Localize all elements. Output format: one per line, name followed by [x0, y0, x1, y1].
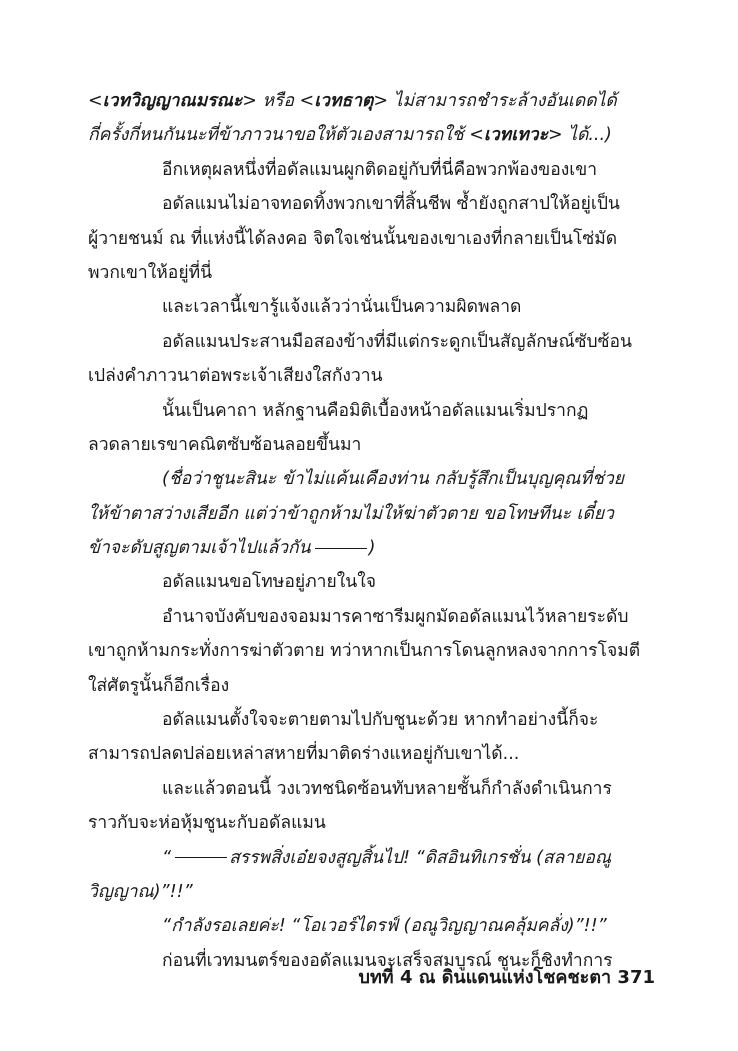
em-dash-line [315, 548, 367, 549]
em-dash-line [175, 857, 227, 858]
text-line: อดัลแมนตั้งใจจะตายตามไปกับชูนะด้วย หากทำอย่างนี้ก็จะ [162, 710, 599, 731]
text-line: ใส่ศัตรูนั้นก็อีกเรื่อง [88, 675, 230, 696]
text-line: พวกเขาให้อยู่ที่นี่ [88, 262, 213, 283]
text-line: สามารถปลดปล่อยเหล่าสหายที่มาติดร่างแหอยู่กับเขาได้... [88, 744, 520, 765]
text-line: นั้นเป็นคาถา หลักฐานคือมิติเบื้องหน้าอดัลแมนเริ่มปรากฏ [162, 400, 589, 421]
text-line: (ชื่อว่าชูนะสินะ ข้าไม่แค้นเคืองท่าน กลับรู้สึกเป็นบุญคุณที่ช่วย [162, 469, 625, 490]
text-span: > หรือ < [242, 91, 315, 111]
text-line [88, 84, 652, 118]
text-span: กี่ครั้งกี่หนกันนะที่ข้าภาวนาขอให้ตัวเองสามารถใช้ < [88, 125, 484, 146]
text-line: เปล่งคำภาวนาต่อพระเจ้าเสียงใสกังวาน [88, 366, 383, 387]
text-span: > ได้...) [547, 125, 612, 146]
text-line: ให้ข้าตาสว่างเสียอีก แต่ว่าข้าถูกห้ามไม่ให้ฆ่าตัวตาย ขอโทษทีนะ เดี๋ยว [88, 503, 614, 524]
spell-name: เวทธาตุ [314, 91, 374, 111]
text-span: > ไม่สามารถชำระล้างอันเดดได้ [373, 91, 617, 111]
text-line [88, 841, 652, 875]
text-line: อดัลแมนขอโทษอยู่ภายในใจ [162, 572, 377, 593]
text-line: และเวลานี้เขารู้แจ้งแล้วว่านั่นเป็นความผิดพลาด [162, 297, 522, 318]
text-line [88, 531, 652, 565]
bracket: < [88, 91, 103, 111]
spell-name: เวทเทวะ [483, 125, 548, 146]
text-line [88, 118, 652, 152]
text-line: วิญญาณ)”!!” [88, 881, 193, 902]
text-line: อดัลแมนประสานมือสองข้างที่มีแต่กระดูกเป็นสัญลักษณ์ซับซ้อน [162, 331, 633, 352]
text-span: สรรพสิ่งเอ๋ยจงสูญสิ้นไป! “ดิสอินทิเกรชั่น (สลายอณู [229, 847, 612, 868]
text-line: และแล้วตอนนี้ วงเวทชนิดซ้อนทับหลายชั้นก็กำลังดำเนินการ [162, 778, 612, 799]
text-line: ลวดลายเรขาคณิตซับซ้อนลอยขึ้นมา [88, 434, 362, 455]
text-line: “กำลังรอเลยค่ะ! “โอเวอร์ไดรฟ์ (อณูวิญญาณคลุ้มคลั่ง)”!!” [162, 916, 607, 937]
spell-name: เวทวิญญาณมรณะ [102, 91, 243, 111]
quote-mark: “ [162, 847, 172, 868]
page-body [88, 84, 652, 978]
text-line: เขาถูกห้ามกระทั่งการฆ่าตัวตาย ทว่าหากเป็นการโดนลูกหลงจากการโจมตี [88, 641, 641, 662]
page-footer: บทที่ 4 ณ ดินแดนแห่งโชคชะตา 371 [358, 967, 655, 988]
text-line: ราวกับจะห่อหุ้มชูนะกับอดัลแมน [88, 813, 326, 834]
text-line: ก่อนที่เวทมนตร์ของอดัลแมนจะเสร็จสมบูรณ์ ชูนะก็ชิงทำการ [162, 950, 613, 971]
text-line: อำนาจบังคับของจอมมารคาซารีมผูกมัดอดัลแมนไว้หลายระดับ [162, 606, 629, 627]
text-span: ) [368, 538, 376, 559]
text-span: ข้าจะดับสูญตามเจ้าไปแล้วกัน [88, 538, 311, 559]
text-line: อีกเหตุผลหนึ่งที่อดัลแมนผูกติดอยู่กับที่นี่คือพวกพ้องของเขา [162, 159, 598, 180]
text-line: อดัลแมนไม่อาจทอดทิ้งพวกเขาที่สิ้นชีพ ซ้ำยังถูกสาปให้อยู่เป็น [162, 194, 620, 215]
text-line: ผู้วายชนม์ ณ ที่แห่งนี้ได้ลงคอ จิตใจเช่นนั้นของเขาเองที่กลายเป็นโซ่มัด [88, 228, 618, 249]
